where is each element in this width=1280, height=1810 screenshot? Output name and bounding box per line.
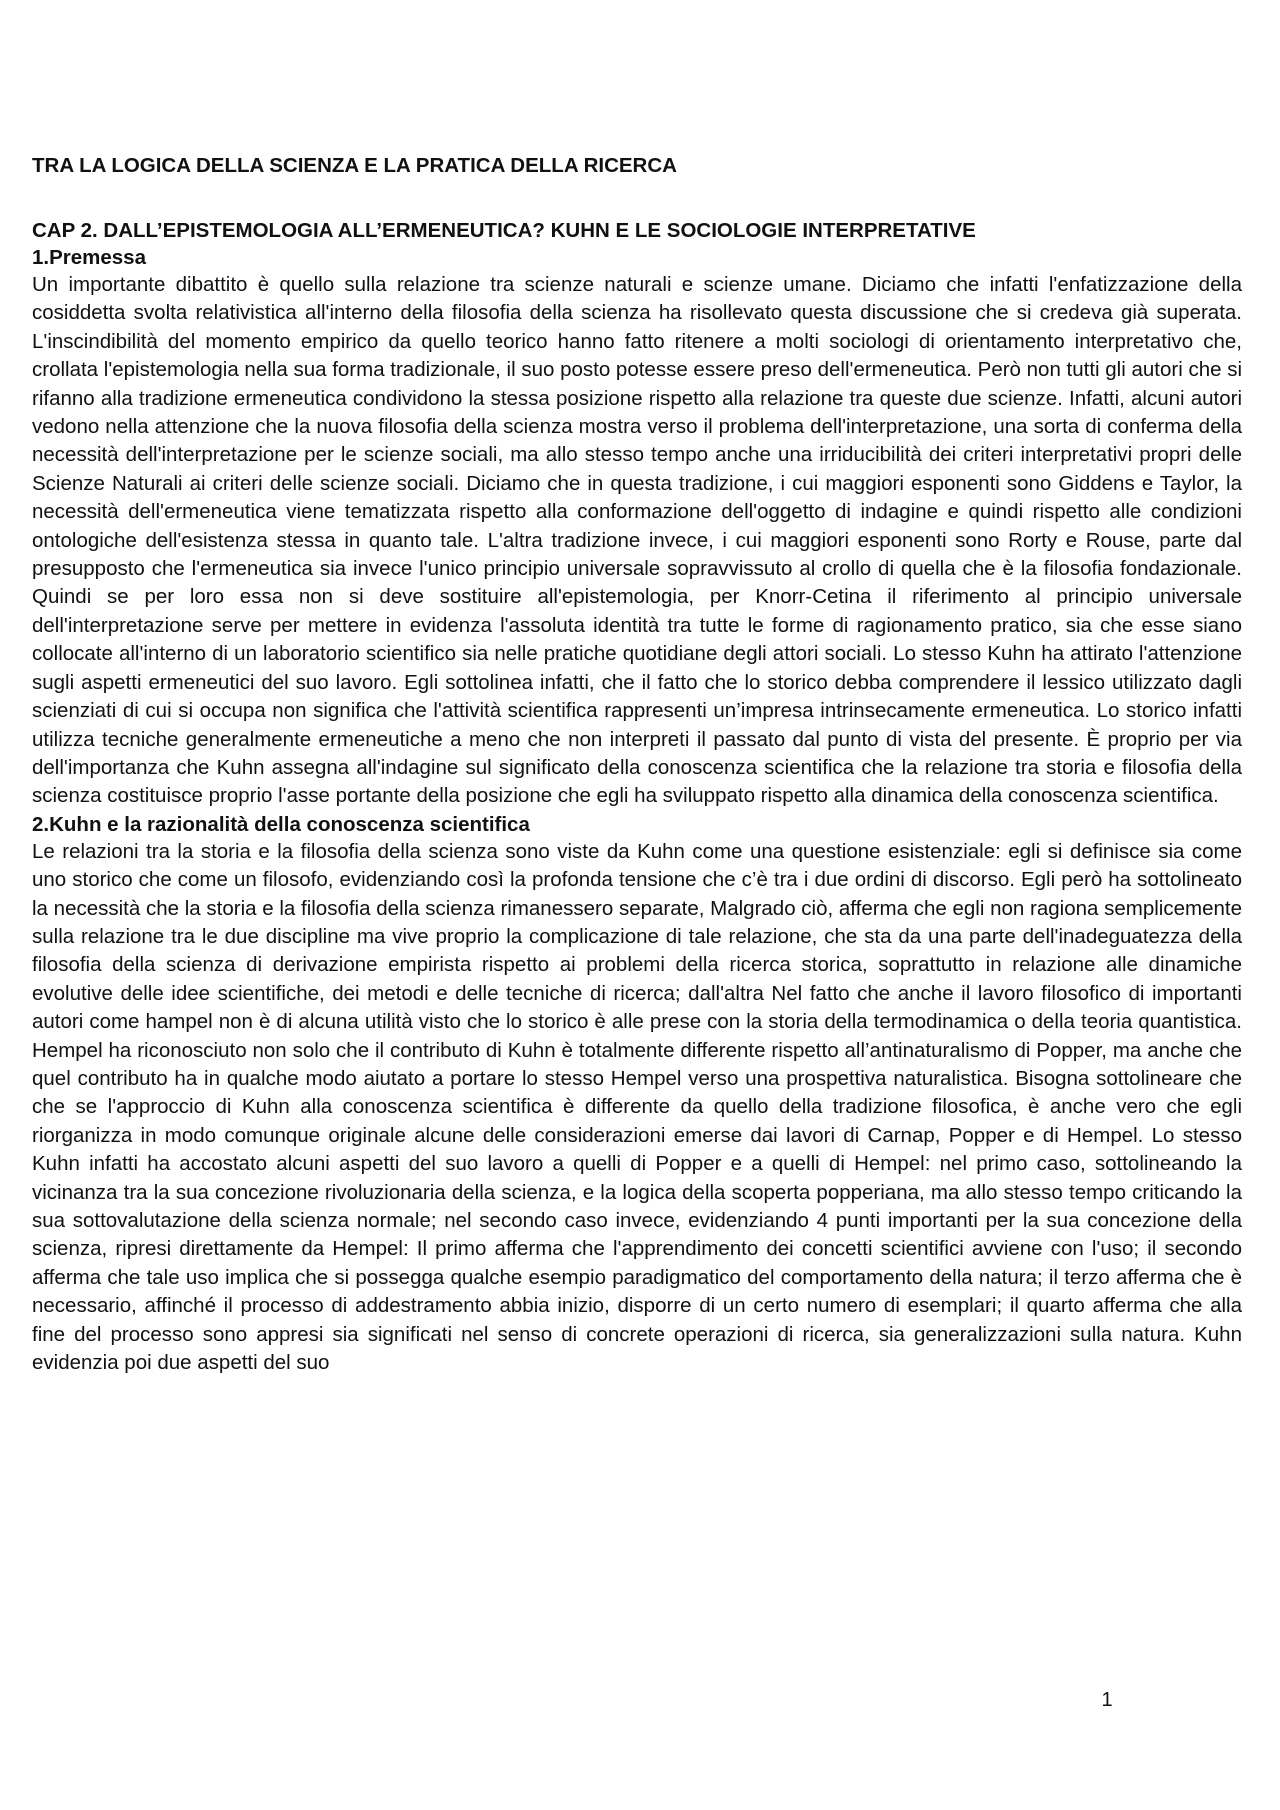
section-paragraph-premessa: Un importante dibattito è quello sulla relazione tra scienze naturali e scienze umane. Diciamo che infatti l'enfatizzazione della cosiddetta svolta relativistica all'interno della filosofia della scienza ha risollevato questa discussione che si credeva già superata. L'inscindibilità del momento empirico da quello teorico hanno fatto ritenere a molti sociologi di orientamento interpretativo che, crollata l'epistemologia nella sua forma tradizionale, il suo posto potesse essere preso dell'ermeneutica. Però non tutti gli autori che si rifanno alla tradizione ermeneutica condividono la stessa posizione rispetto alla relazione tra queste due scienze. Infatti, alcuni autori vedono nella attenzione che la nuova filosofia della scienza mostra verso il problema dell'interpretazione, una sorta di conferma della necessità dell'interpretazione per le scienze sociali, ma allo stesso tempo anche una irriducibilità dei criteri interpretativi propri delle Scienze Naturali ai criteri delle scienze sociali. Diciamo che in questa tradizione, i cui maggiori esponenti sono Giddens e Taylor, la necessità dell'ermeneutica viene tematizzata rispetto alla conformazione dell'oggetto di indagine e quindi rispetto alle condizioni ontologiche dell'esistenza stessa in quanto tale. L'altra tradizione invece, i cui maggiori esponenti sono Rorty e Rouse, parte dal presupposto che l'ermeneutica sia invece l'unico principio universale sopravvissuto al crollo di quella che è la filosofia fondazionale. Quindi se per loro essa non si deve sostituire all'epistemologia, per Knorr-Cetina il riferimento al principio universale dell'interpretazione serve per mettere in evidenza l'assoluta identità tra tutte le forme di ragionamento pratico, sia che esse siano collocate all'interno di un laboratorio scientifico sia nelle pratiche quotidiane degli attori sociali. Lo stesso Kuhn ha attirato l'attenzione sugli aspetti ermeneutici del suo lavoro. Egli sottolinea infatti, che il fatto che lo storico debba comprendere il lessico utilizzato dagli scienziati di cui si occupa non significa che l'attività scientifica rappresenti un’impresa intrinsecamente ermeneutica. Lo storico infatti utilizza tecniche generalmente ermeneutiche a meno che non interpreti il passato dal punto di vista del presente. È proprio per via dell'importanza che Kuhn assegna all'indagine sul significato della conoscenza scientifica che la relazione tra storia e filosofia della scienza costituisce proprio l'asse portante della posizione che egli ha sviluppato rispetto alla dinamica della conoscenza scientifica. xyxy=(32,273,1243,808)
document-body xyxy=(32,152,1242,1377)
document-title: TRA LA LOGICA DELLA SCIENZA E LA PRATICA DELLA RICERCA xyxy=(32,154,677,177)
chapter-title: CAP 2. DALL’EPISTEMOLOGIA ALL’ERMENEUTICA? KUHN E LE SOCIOLOGIE INTERPRETATIVE xyxy=(32,219,976,242)
page-number: 1 xyxy=(1101,1689,1113,1711)
section-heading-kuhn: 2.Kuhn e la razionalità della conoscenza scientifica xyxy=(32,812,530,836)
section-paragraph-kuhn: Le relazioni tra la storia e la filosofia della scienza sono viste da Kuhn come una questione esistenziale: egli si definisce sia come uno storico che come un filosofo, evidenziando così la profonda tensione che c’è tra i due ordini di discorso. Egli però ha sottolineato la necessità che la storia e la filosofia della scienza rimanessero separate, Malgrado ciò, afferma che egli non ragiona semplicemente sulla relazione tra le due discipline ma vive proprio la complicazione di tale relazione, che sta da una parte dell'inadeguatezza della filosofia della scienza di derivazione empirista rispetto ai problemi della ricerca storica, soprattutto in relazione alle dinamiche evolutive delle idee scientifiche, dei metodi e delle tecniche di ricerca; dall'altra Nel fatto che anche il lavoro filosofico di importanti autori come hampel non è di alcuna utilità visto che lo storico è alle prese con la storia della termodinamica o della teoria quantistica. Hempel ha riconosciuto non solo che il contributo di Kuhn è totalmente differente rispetto all’antinaturalismo di Popper, ma anche che quel contributo ha in qualche modo aiutato a portare lo stesso Hempel verso una prospettiva naturalistica. Bisogna sottolineare che che se l'approccio di Kuhn alla conoscenza scientifica è differente da quello della tradizione filosofica, è anche vero che egli riorganizza in modo comunque originale alcune delle considerazioni emerse dai lavori di Carnap, Popper e di Hempel. Lo stesso Kuhn infatti ha accostato alcuni aspetti del suo lavoro a quelli di Popper e a quelli di Hempel: nel primo caso, sottolineando la vicinanza tra la sua concezione rivoluzionaria della scienza, e la logica della scoperta popperiana, ma allo stesso tempo criticando la sua sottovalutazione della scienza normale; nel secondo caso invece, evidenziando 4 punti importanti per la sua concezione della scienza, ripresi direttamente da Hempel: Il primo afferma che l'apprendimento dei concetti scientifici avviene con l'uso; il secondo afferma che tale uso implica che si possegga qualche esempio paradigmatico del comportamento della natura; il terzo afferma che è necessario, affinché il processo di addestramento abbia inizio, disporre di un certo numero di esemplari; il quarto afferma che alla fine del processo sono appresi sia significati nel senso di concrete operazioni di ricerca, sia generalizzazioni sulla natura. Kuhn evidenzia poi due aspetti del suo xyxy=(32,839,1242,1375)
section-heading-premessa: 1.Premessa xyxy=(32,246,146,269)
